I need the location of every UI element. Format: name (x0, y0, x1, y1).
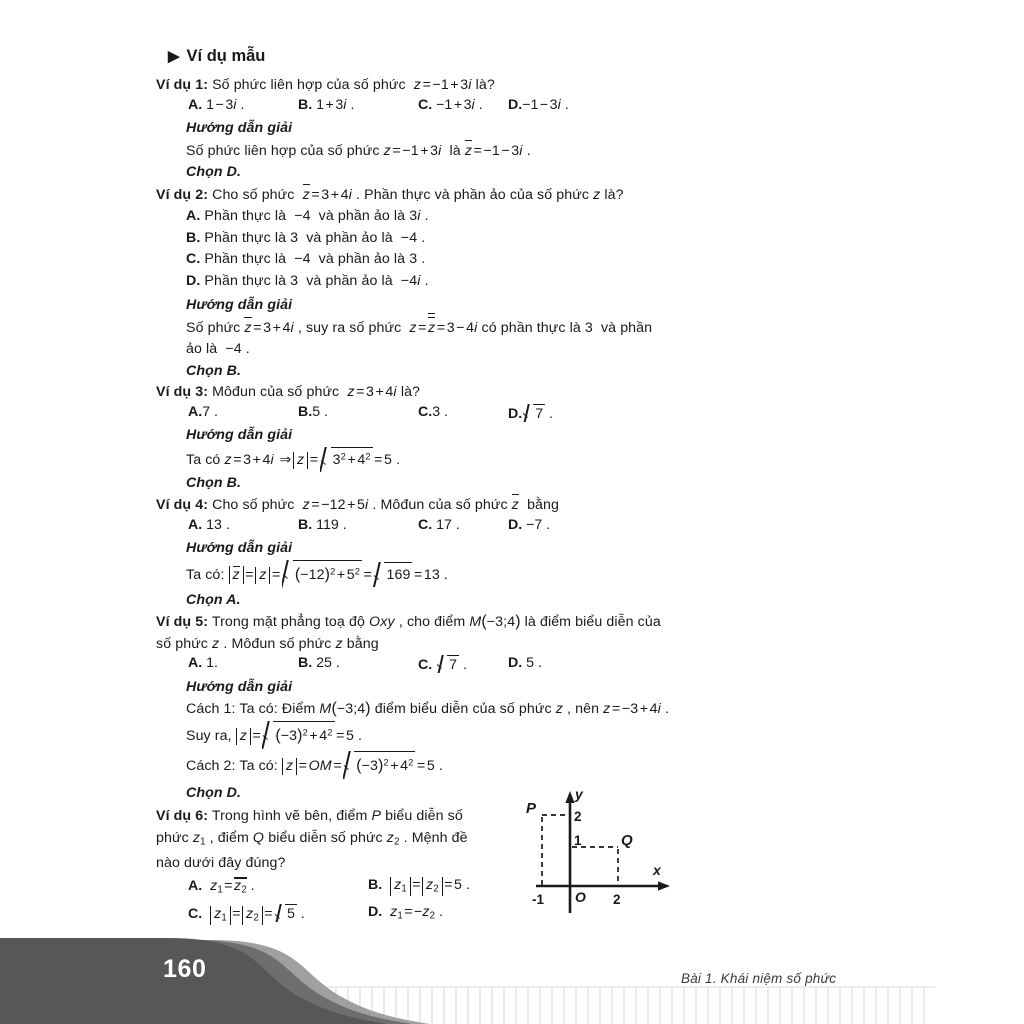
example-2-option-a: A. Phần thực là −4 và phần ảo là 3i . (186, 208, 429, 224)
example-5-solution-line-3: Cách 2: Ta có: z = OM = $(-3)^2 + 4^2 = 5$ . (156, 751, 716, 781)
example-5-prompt-line-2: số phức z . Môđun số phức z bằng (156, 635, 379, 652)
point-p-guides (542, 815, 568, 885)
example-2-solution-line-2: ảo là −4 . (186, 341, 250, 357)
example-3-choose: Chọn B. (186, 474, 242, 491)
example-4-label: Ví dụ 4: (156, 497, 209, 513)
example-3-solution-line-1: Ta có z = 3 + 4i ⇒ z = $3^2 + 4^2 = 5$ . (156, 447, 716, 473)
footer-title: Bài 1. Khái niệm số phức (681, 971, 837, 986)
option-b: B. 1 + 3i . (298, 96, 355, 113)
example-6-prompt: Ví dụ 6: Trong hình vẽ bên, điểm P biểu diễn số (156, 808, 463, 824)
example-5-choose: Chọn D. (186, 784, 242, 801)
option-a: A.7 . (188, 403, 218, 420)
example-3-prompt-text: Môđun của số phức (212, 384, 340, 400)
example-1-choose: Chọn D. (186, 164, 242, 180)
point-q-label: Q (621, 832, 633, 849)
option-c: C. $z_1 = z_2$ = 5 . (188, 906, 305, 924)
example-5-solution-line-2: Suy ra, z = $(-3)^2 + 4^2 = 5$ . (156, 721, 716, 751)
example-3-options (156, 404, 716, 426)
example-2-option-c: C. Phần thực là −4 và phần ảo là 3 . (186, 251, 426, 267)
option-d: D. 7 . (508, 405, 553, 422)
example-1-solution-heading: Hướng dẫn giải (186, 120, 293, 136)
example-1-prompt (156, 75, 716, 97)
x-tick-minus1: -1 (532, 892, 545, 907)
option-a: A. 1. (188, 655, 218, 671)
example-1-prompt-math: z = −1 + 3i (413, 77, 472, 93)
example-2-label: Ví dụ 2: (156, 186, 209, 203)
example-4-choose: Chọn A. (186, 591, 241, 608)
y-axis-label: y (575, 786, 583, 802)
x-axis-label: x (653, 862, 661, 878)
example-2-prompt: Ví dụ 2: Cho số phức z = 3 + 4i . Phần thực và phần ảo của số phức z là? (156, 184, 716, 207)
example-3-prompt (156, 382, 716, 404)
example-5-options (156, 655, 716, 677)
origin-label: O (575, 889, 586, 905)
section-heading (156, 44, 716, 69)
section-heading-label: Ví dụ mẫu (186, 47, 266, 65)
example-4-solution-line-1: Ta có: z = z = $(-12)^2 + 5^2$ = 169 = 13 . (156, 560, 716, 590)
triangle-bullet-icon: ▶ (168, 48, 180, 65)
page-footer (0, 918, 1024, 1024)
example-2-choose: Chọn B. (186, 362, 242, 379)
option-d: D. −7 . (508, 516, 551, 533)
example-2-prompt-text: Cho số phức (212, 186, 295, 203)
example-1-prompt-tail: là? (475, 77, 495, 93)
example-5-solution-line-1: Cách 1: Ta có: Điểm M(−3;4) điểm biểu diễn của số phức z , nên z = −3 + 4i . (186, 700, 670, 717)
option-a: A. 1 − 3i . (188, 96, 245, 113)
example-1-label: Ví dụ 1: (156, 77, 209, 93)
point-p-label: P (526, 800, 537, 817)
example-2-option-d: D. Phần thực là 3 và phần ảo là −4i . (186, 272, 429, 289)
option-d: D. $z_1 = -z_2$ . (368, 904, 443, 922)
option-c: C. −1 + 3i . (418, 96, 483, 113)
option-d: D. 5 . (508, 655, 542, 671)
example-3-prompt-math: z = 3 + 4i (347, 384, 397, 400)
example-4-options (156, 517, 716, 539)
x-tick-2: 2 (613, 892, 621, 907)
example-5-prompt: Ví dụ 5: Trong mặt phẳng toạ độ Oxy , cho điểm M(−3;4) là điểm biểu diễn của (156, 613, 661, 630)
example-2-prompt-math: z = 3 + 4i (299, 187, 352, 203)
page-number: 160 (163, 955, 207, 983)
option-c: C. 7 . (418, 657, 467, 673)
example-2-option-b: B. Phần thực là 3 và phần ảo là −4 . (186, 229, 426, 246)
example-5-solution-heading: Hướng dẫn giải (186, 678, 293, 695)
example-2-solution-line-1: Số phức z = 3 + 4i , suy ra số phức z = z = 3 − 4i có phần thực là 3 và phần (156, 317, 716, 340)
example-2-solution-heading: Hướng dẫn giải (186, 297, 293, 313)
example-6-prompt-line-2: phức $z_1$ , điểm Q biểu diễn số phức $z_2$ . Mệnh đề (156, 829, 468, 848)
option-a: A. $z_1 = z_2$ . (188, 878, 255, 896)
example-1-options (156, 97, 716, 119)
option-b: B. 119 . (298, 516, 347, 533)
example-3-label: Ví dụ 3: (156, 384, 209, 400)
y-tick-1: 1 (574, 833, 582, 848)
y-tick-2: 2 (574, 809, 582, 824)
option-c: C. 17 . (418, 516, 460, 533)
option-b: B.5 . (298, 403, 328, 420)
option-c: C.3 . (418, 403, 448, 420)
example-4-solution-heading: Hướng dẫn giải (186, 540, 293, 556)
coordinate-graph (520, 783, 685, 928)
option-a: A. 13 . (188, 516, 230, 533)
option-b: B. 25 . (298, 655, 340, 671)
x-axis (536, 881, 670, 890)
example-6-prompt-line-3: nào dưới đây đúng? (156, 854, 286, 871)
example-4-prompt: Ví dụ 4: Cho số phức z = −12 + 5i . Môđun của số phức z bằng (156, 494, 716, 517)
point-q-guides (572, 847, 618, 885)
example-4-prompt-text: Cho số phức (212, 497, 295, 513)
example-6-label: Ví dụ 6: (156, 808, 209, 824)
option-d: D.−1 − 3i . (508, 96, 569, 113)
example-4-prompt-math: z = −12 + 5i (302, 497, 369, 513)
example-3-solution-heading: Hướng dẫn giải (186, 427, 293, 443)
example-1-solution-line-1: Số phức liên hợp của số phức z = −1 + 3i là z = −1 − 3i . (156, 140, 716, 163)
option-b: B. $z_1 = z_2 = 5$ . (368, 877, 470, 895)
example-3-prompt-tail: là? (400, 384, 421, 400)
example-1-prompt-text: Số phức liên hợp của số phức (212, 77, 406, 93)
example-5-label: Ví dụ 5: (156, 614, 209, 630)
